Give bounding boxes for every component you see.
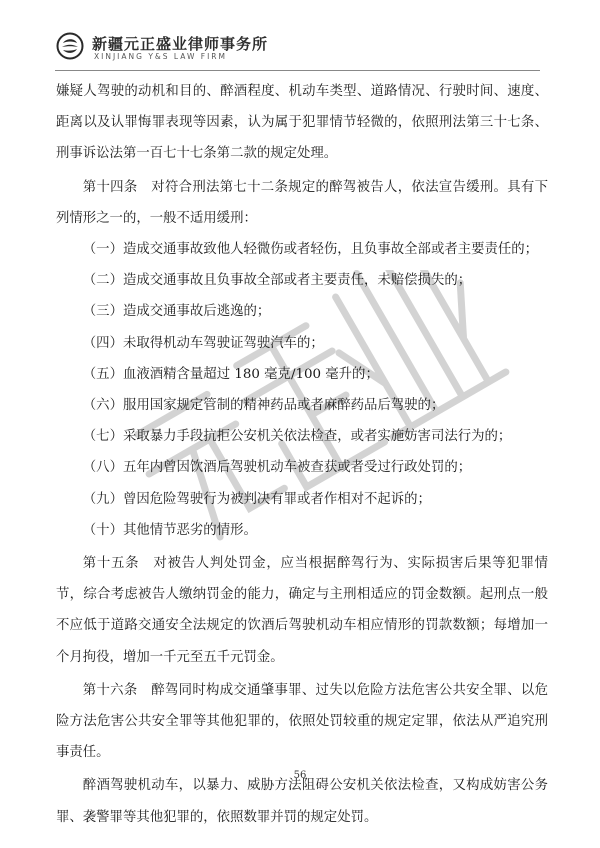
list-item: （七）采取暴力手段抗拒公安机关依法检查，或者实施妨害司法行为的； [82,429,512,445]
list-item: （一）造成交通事故致他人轻微伤或者轻伤，且负事故全部或者主要责任的； [82,242,539,258]
paragraph: 醉酒驾驶机动车，以暴力、威胁方法阻碍公安机关依法检查，又构成妨害公务罪、袭警罪等其他犯罪的，依照数罪并罚的规定处罚。 [56,778,548,825]
paragraph: 嫌疑人驾驶的动机和目的、醉酒程度、机动车类型、道路情况、行驶时间、速度、距离以及认罪悔罪表现等因素，认为属于犯罪情节轻微的，依照刑法第三十七条、刑事诉讼法第一百七十七条第二款的规定处理。 [56,84,548,162]
firm-name-en: XINJIANG Y&S LAW FIRM [94,52,227,61]
document-body [56,76,548,833]
list-item: （八）五年内曾因饮酒后驾驶机动车被查获或者受过行政处罚的； [82,460,472,476]
page-number: 56 [293,770,307,781]
list-item: （二）造成交通事故且负事故全部或者主要责任，未赔偿损失的； [82,273,472,289]
list-item: （十）其他情节恶劣的情形。 [82,522,257,538]
list-item: （四）未取得机动车驾驶证驾驶汽车的； [82,335,324,351]
list-item: （三）造成交通事故后逃逸的； [82,304,271,320]
article-14: 第十四条 对符合刑法第七十二条规定的醉驾被告人，依法宣告缓刑。具有下列情形之一的，一般不适用缓刑： [56,179,548,226]
header-divider [55,70,540,71]
letterhead [56,30,540,66]
list-item: （九）曾因危险驾驶行为被判决有罪或者作相对不起诉的； [82,491,431,507]
list-item: （六）服用国家规定管制的精神药品或者麻醉药品后驾驶的； [82,398,445,414]
firm-logo-icon [56,32,84,60]
article-15: 第十五条 对被告人判处罚金，应当根据醉驾行为、实际损害后果等犯罪情节，综合考虑被告人缴纳罚金的能力，确定与主刑相适应的罚金数额。起刑点一般不应低于道路交通安全法规定的饮酒后驾驶机动车相应情形的罚款数额；每增加一个月拘役，增加一千元至五千元罚金。 [56,556,548,665]
list-item: （五）血液酒精含量超过 180 毫克/100 毫升的； [82,366,379,382]
article-16: 第十六条 醉驾同时构成交通肇事罪、过失以危险方法危害公共安全罪、以危险方法危害公共安全罪等其他犯罪的，依照处罚较重的规定定罪，依法从严追究刑事责任。 [56,682,548,761]
firm-name-cn: 新疆元正盛业律师事务所 [92,35,269,53]
